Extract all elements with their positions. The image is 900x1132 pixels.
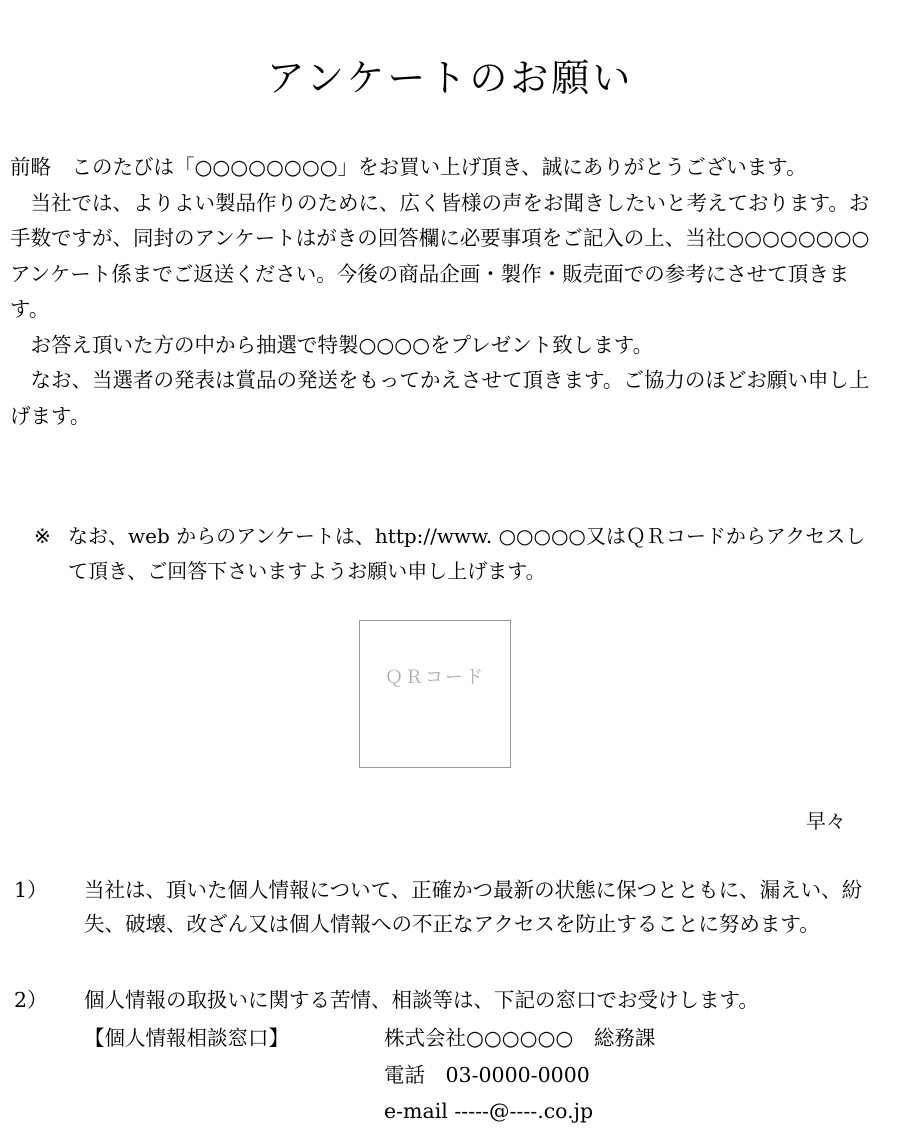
privacy-item-text: 当社は、頂いた個人情報について、正確かつ最新の状態に保つとともに、漏えい、紛失、破壊、改ざん又は個人情報への不正なアクセスを防止することに努めます。 (84, 878, 863, 936)
paragraph-greeting: 前略 このたびは「○○○○○○○○」をお買い上げ頂き、誠にありがとうございます。 (10, 155, 807, 179)
reference-mark: ※ (34, 524, 51, 548)
document-title: アンケートのお願い (266, 56, 634, 100)
paragraph-request: 当社では、よりよい製品作りのために、広く皆様の声をお聞きしたいと考えております。お手数ですが、同封のアンケートはがきの回答欄に必要事項をご記入の上、当社○○○○○○○○アンケート係までご返送ください。今後の商品企画・製作・販売面での参考にさせて頂きます。 (10, 190, 870, 321)
contact-email: e-mail -----@----.co.jp (384, 1099, 594, 1123)
contact-desk-label: 【個人情報相談窓口】 (84, 1026, 289, 1050)
privacy-item-text: 個人情報の取扱いに関する苦情、相談等は、下記の窓口でお受けします。 (84, 988, 759, 1012)
privacy-item-number: 1） (14, 878, 48, 902)
privacy-item-number: 2） (14, 988, 48, 1012)
qr-code-placeholder (359, 620, 511, 768)
privacy-item-2 (14, 983, 874, 1017)
web-survey-note (34, 519, 874, 589)
closing-phrase: 早々 (806, 809, 846, 833)
paragraph-prize: お答え頂いた方の中から抽選で特製○○○○をプレゼント致します。 (10, 332, 654, 357)
web-survey-note-text: なお、web からのアンケートは、http://www. ○○○○○又はＱＲコードからアクセスして頂き、ご回答下さいますようお願い申し上げます。 (68, 524, 866, 583)
contact-company: 株式会社○○○○○○ 総務課 (384, 1026, 656, 1050)
paragraph-announcement: なお、当選者の発表は賞品の発送をもってかえさせて頂きます。ご協力のほどお願い申し上げます。 (10, 368, 870, 428)
qr-code-label: ＱＲコード (385, 667, 485, 688)
body-text (10, 150, 870, 434)
contact-phone: 電話 03-0000-0000 (384, 1063, 590, 1087)
privacy-item-1 (14, 873, 874, 941)
